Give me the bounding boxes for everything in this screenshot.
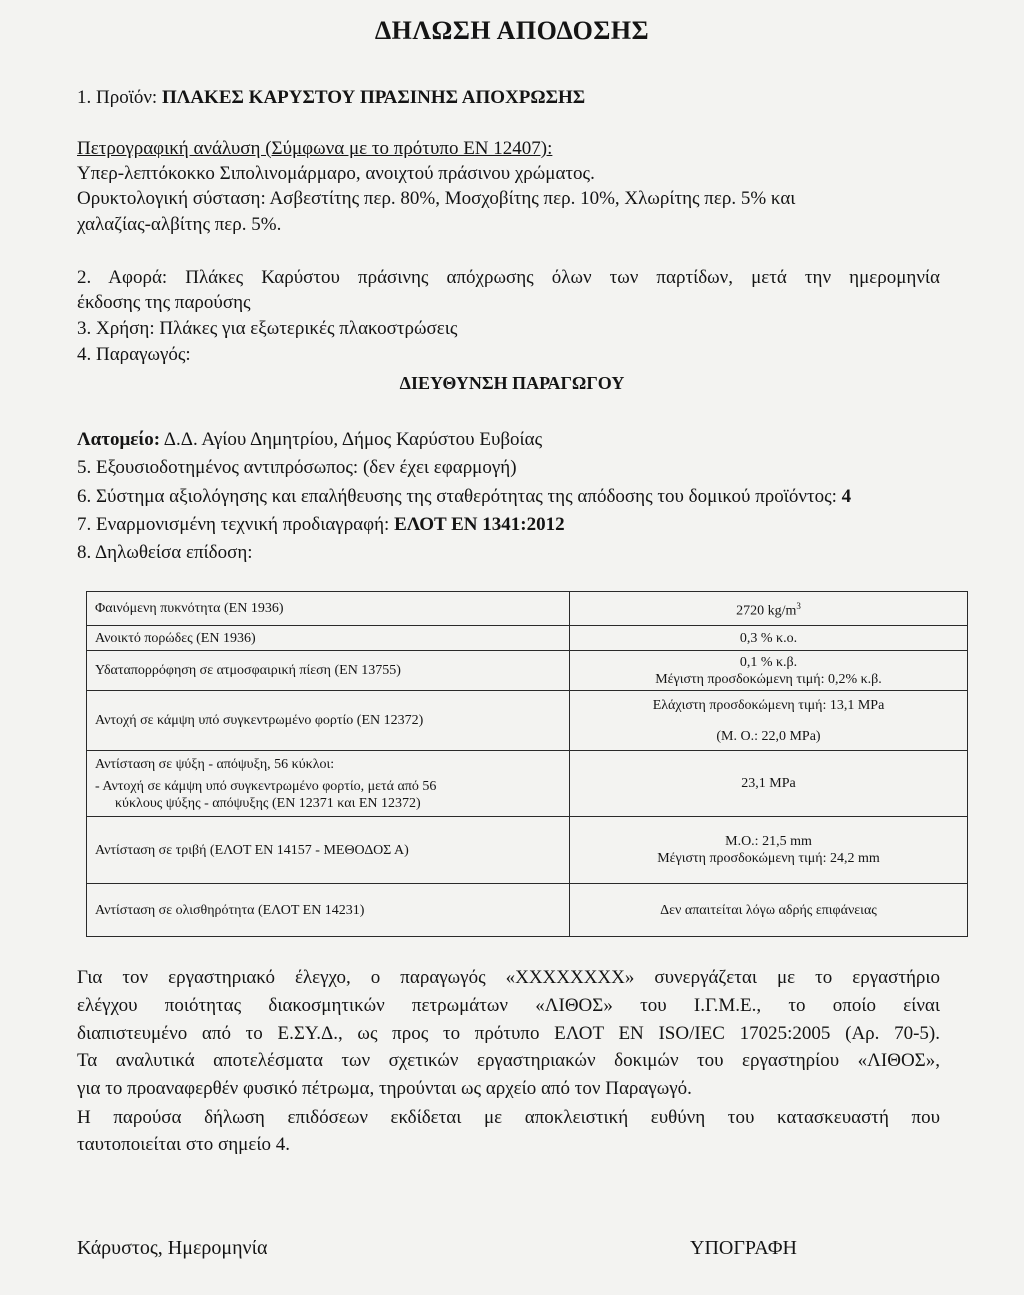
paragraph-line-1: Για τον εργαστηριακό έλεγχο, ο παραγωγός «XXXXXXXX» συνεργάζεται με το εργαστήριο <box>77 967 940 988</box>
value-line: Μέγιστη προσδοκώμενη τιμή: 24,2 mm <box>657 851 880 866</box>
paragraph-line-6: Η παρούσα δήλωση επιδόσεων εκδίδεται με αποκλειστική ευθύνη του κατασκευαστή που <box>77 1107 940 1128</box>
property-cell: Αντίσταση σε ολισθηρότητα (ΕΛΟΤ ΕΝ 14231) <box>87 884 570 937</box>
paragraph-line-3: διαπιστευμένο από το Ε.ΣΥ.Δ., ως προς το πρότυπο ΕΛΟΤ ΕΝ ISO/IEC 17025:2005 (Αρ. 70-5). <box>77 1023 940 1044</box>
value-line: Μ.Ο.: 21,5 mm <box>725 834 812 849</box>
item-6 <box>77 485 851 509</box>
property-line: Αντίσταση σε ψύξη - απόψυξη, 56 κύκλοι: <box>95 756 335 772</box>
product-label: 1. Προϊόν: <box>77 87 162 108</box>
quarry-line <box>77 428 542 452</box>
product-value: ΠΛΑΚΕΣ ΚΑΡΥΣΤΟΥ ΠΡΑΣΙΝΗΣ ΑΠΟΧΡΩΣΗΣ <box>161 87 586 108</box>
table-row <box>87 884 968 937</box>
paragraph-line-4: Τα αναλυτικά αποτελέσματα των σχετικών εργαστηριακών δοκιμών του εργαστηρίου «ΛΙΘΟΣ», <box>77 1050 940 1071</box>
table-row <box>87 691 968 751</box>
density-unit-exponent: 3 <box>796 600 801 611</box>
value-cell <box>570 592 968 626</box>
quarry-value: Δ.Δ. Αγίου Δημητρίου, Δήμος Καρύστου Ευβοίας <box>160 429 543 450</box>
value-cell: 23,1 MPa <box>570 751 968 817</box>
property-cell <box>87 751 570 817</box>
table-row <box>87 817 968 884</box>
property-cell: Αντίσταση σε τριβή (ΕΛΟΤ ΕΝ 14157 - ΜΕΘΟΔΟΣ Α) <box>87 817 570 884</box>
item-6-value: 4 <box>841 486 852 507</box>
place-date-label: Κάρυστος, Ημερομηνία <box>77 1237 268 1259</box>
value-cell <box>570 691 968 751</box>
density-value: 2720 kg/m <box>736 603 797 619</box>
item-6-text: 6. Σύστημα αξιολόγησης και επαλήθευσης της σταθερότητας της απόδοσης του δομικού προϊόντος: <box>77 486 842 507</box>
paragraph-line-5: για το προαναφερθέν φυσικό πέτρωμα, τηρούνται ως αρχείο από τον Παραγωγό. <box>77 1078 692 1099</box>
producer-heading: ΔΙΕΥΘΥΝΣΗ ΠΑΡΑΓΩΓΟΥ <box>399 373 625 393</box>
item-2-line-1: 2. Αφορά: Πλάκες Καρύστου πράσινης απόχρωσης όλων των παρτίδων, μετά την ημερομηνία <box>77 267 940 288</box>
item-3: 3. Χρήση: Πλάκες για εξωτερικές πλακοστρώσεις <box>77 318 458 339</box>
property-line: κύκλους ψύξης - απόψυξης (ΕΝ 12371 και ΕΝ 12372) <box>115 795 421 811</box>
property-cell: Φαινόμενη πυκνότητα (ΕΝ 1936) <box>87 592 570 626</box>
value-cell: Δεν απαιτείται λόγω αδρής επιφάνειας <box>570 884 968 937</box>
value-cell <box>570 817 968 884</box>
item-7-value: ΕΛΟΤ ΕΝ 1341:2012 <box>394 514 565 535</box>
property-cell: Υδαταπορρόφηση σε ατμοσφαιρική πίεση (ΕΝ 13755) <box>87 651 570 691</box>
signature-label: ΥΠΟΓΡΑΦΗ <box>690 1237 797 1259</box>
value-line: 0,1 % κ.β. <box>739 654 798 670</box>
paragraph-line-2: ελέγχου ποιότητας διακοσμητικών πετρωμάτων «ΛΙΘΟΣ» του Ι.Γ.Μ.Ε., το οποίο είναι <box>77 995 940 1016</box>
table-row <box>87 626 968 651</box>
item-2-line-2: έκδοσης της παρούσης <box>77 292 251 313</box>
petrography-line-3: χαλαζίας-αλβίτης περ. 5%. <box>77 214 282 235</box>
value-line: Μέγιστη προσδοκώμενη τιμή: 0,2% κ.β. <box>655 671 882 687</box>
performance-table <box>86 591 968 937</box>
table-row <box>87 651 968 691</box>
petrography-line-1: Υπερ-λεπτόκοκκο Σιπολινομάρμαρο, ανοιχτού πράσινου χρώματος. <box>77 163 595 184</box>
item-5: 5. Εξουσιοδοτημένος αντιπρόσωπος: (δεν έχει εφαρμογή) <box>77 457 517 478</box>
property-cell: Αντοχή σε κάμψη υπό συγκεντρωμένο φορτίο (ΕΝ 12372) <box>87 691 570 751</box>
table-row <box>87 751 968 817</box>
property-line: - Αντοχή σε κάμψη υπό συγκεντρωμένο φορτίο, μετά από 56 <box>95 778 437 794</box>
petrography-heading: Πετρογραφική ανάλυση (Σύμφωνα με το πρότυπο ΕΝ 12407): <box>77 138 553 159</box>
value-line: (Μ. Ο.: 22,0 MPa) <box>716 728 821 744</box>
quarry-label: Λατομείο: <box>77 429 161 450</box>
item-8: 8. Δηλωθείσα επίδοση: <box>77 542 253 563</box>
petrography-line-2: Ορυκτολογική σύσταση: Ασβεστίτης περ. 80%, Μοσχοβίτης περ. 10%, Χλωρίτης περ. 5% και <box>77 188 796 209</box>
value-cell <box>570 651 968 691</box>
value-line: Ελάχιστη προσδοκώμενη τιμή: 13,1 MPa <box>652 697 885 713</box>
item-4: 4. Παραγωγός: <box>77 344 191 365</box>
value-cell: 0,3 % κ.ο. <box>570 626 968 651</box>
document-title: ΔΗΛΩΣΗ ΑΠΟΔΟΣΗΣ <box>374 16 650 45</box>
paragraph-line-7: ταυτοποιείται στο σημείο 4. <box>77 1134 290 1155</box>
product-line <box>77 86 585 110</box>
property-cell: Ανοικτό πορώδες (ΕΝ 1936) <box>87 626 570 651</box>
item-7 <box>77 513 565 537</box>
item-7-text: 7. Εναρμονισμένη τεχνική προδιαγραφή: <box>77 514 395 535</box>
table-row <box>87 592 968 626</box>
